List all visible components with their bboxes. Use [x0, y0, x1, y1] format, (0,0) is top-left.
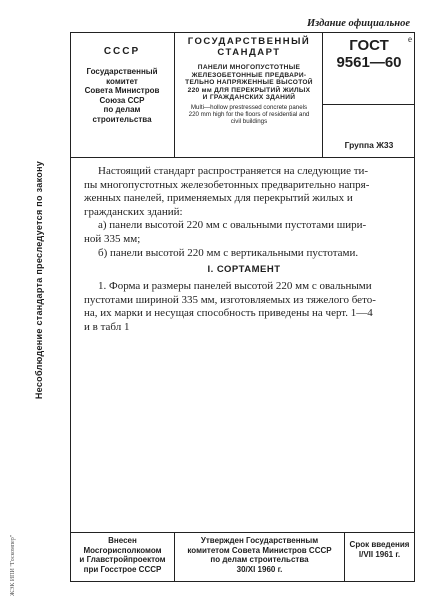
footer-line: комитетом Совета Министров СССР: [187, 545, 332, 555]
text-line: и в табл 1: [84, 320, 130, 333]
footer-line: при Госстрое СССР: [83, 564, 162, 574]
footer-line: по делам строительства: [210, 555, 309, 564]
title-russian: [178, 64, 320, 102]
footer-line: Мосгорисполкомом: [83, 545, 162, 555]
title-english-line: Multi—hollow prestressed concrete panels: [190, 103, 308, 111]
section-title: I. СОРТАМЕНТ: [207, 264, 281, 275]
header-divider-left: [174, 33, 175, 157]
committee-line: строительства: [92, 114, 152, 124]
header-left-cell: [72, 36, 172, 124]
corner-mark: e: [408, 34, 412, 44]
standard-label-line: ГОСУДАРСТВЕННЫЙ: [187, 36, 311, 47]
paragraph-1: [84, 280, 404, 334]
header-title-cell: [178, 36, 320, 126]
text-line: на, их марки и несущая способность приведены на черт. 1—4: [84, 307, 373, 320]
list-item-b: б) панели высотой 220 мм с вертикальными пустотами.: [98, 246, 359, 259]
footer-top-line: [71, 532, 414, 533]
header-divider-right: [322, 33, 323, 157]
committee-line: Совета Министров: [84, 86, 160, 95]
title-russian-line: 220 мм ДЛЯ ПЕРЕКРЫТИЙ ЖИЛЫХ: [187, 86, 311, 94]
footer-line: Срок введения: [349, 540, 410, 549]
footer-line: Внесен: [108, 536, 137, 545]
text-line: пустотами шириной 335 мм, изготовляемых из тяжелого бето-: [84, 293, 376, 306]
group-code: Группа Ж33: [344, 140, 394, 150]
footer-line: 30/XI 1960 г.: [236, 564, 283, 574]
title-english-line: 220 mm high for the floors of residential and: [188, 111, 310, 119]
title-english-line: civil buildings: [230, 118, 268, 126]
text-line: женных панелей, применяемых для перекрытий жилых и: [84, 192, 353, 205]
committee-line: по делам: [103, 105, 141, 114]
text-line: гражданских зданий:: [84, 205, 183, 218]
committee-name: [72, 67, 172, 124]
list-item-a: а) панели высотой 220 мм с овальными пустотами шири-: [98, 219, 367, 232]
country-label: СССР: [103, 46, 141, 57]
official-edition-label: Издание официальное: [306, 18, 410, 29]
standard-label: [178, 36, 320, 58]
title-russian-line: И ГРАЖДАНСКИХ ЗДАНИЙ: [202, 94, 296, 102]
title-russian-line: ТЕЛЬНО НАПРЯЖЕННЫЕ ВЫСОТОЙ: [185, 79, 313, 87]
text-line: 1. Форма и размеры панелей высотой 220 мм с овальными: [98, 280, 372, 292]
footer-line: Утвержден Государственным: [200, 536, 319, 545]
legal-note: Несоблюдение стандарта преследуется по закону: [34, 160, 44, 400]
gost-number: 9561—60: [336, 54, 402, 71]
text-line: пы многопустотных железобетонных предварительно напря-: [84, 178, 370, 191]
intro-paragraph: [84, 165, 404, 260]
footer-divider-right: [344, 532, 345, 581]
publisher-mark: ЖЭК ИПИ "Госкомпер": [10, 534, 16, 596]
committee-line: Союза ССР: [99, 95, 145, 105]
text-line: Настоящий стандарт распространяется на следующие ти-: [98, 165, 369, 177]
header-gost-cell: [325, 36, 413, 71]
standard-label-line: СТАНДАРТ: [217, 47, 281, 58]
gost-label: ГОСТ: [349, 37, 389, 54]
footer-effective-date: [346, 540, 413, 559]
title-russian-line: ЖЕЛЕЗОБЕТОННЫЕ ПРЕДВАРИ-: [191, 71, 307, 79]
committee-line: комитет: [106, 76, 138, 86]
footer-introduced-by: [72, 536, 173, 574]
footer-approved-by: [176, 536, 343, 574]
header-bottom-line: [71, 157, 414, 158]
title-english: [178, 104, 320, 126]
committee-line: Государственный: [86, 67, 158, 76]
footer-line: I/VII 1961 г.: [358, 549, 401, 559]
title-russian-line: ПАНЕЛИ МНОГОПУСТОТНЫЕ: [197, 64, 301, 71]
footer-divider-left: [174, 532, 175, 581]
header-divider-group: [323, 104, 414, 105]
footer-line: и Главстройпроектом: [79, 555, 166, 564]
list-item-a-cont: ной 335 мм;: [84, 232, 141, 245]
